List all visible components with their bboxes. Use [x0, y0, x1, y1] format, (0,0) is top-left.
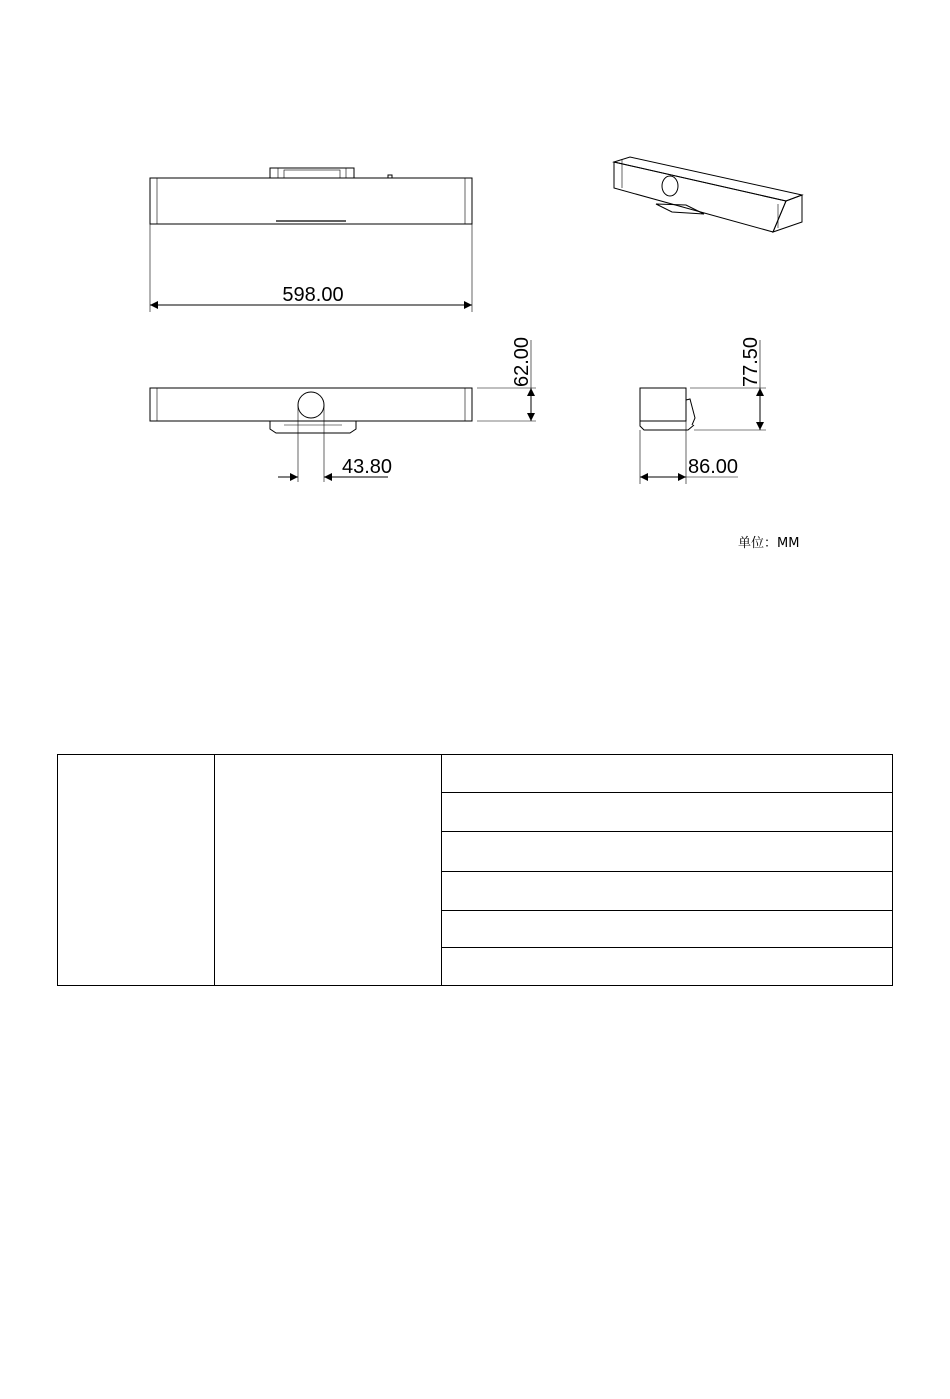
isometric-lens — [662, 176, 678, 196]
depth-dimension-label: 86.00 — [688, 456, 739, 478]
top-view-bracket — [270, 168, 354, 178]
dimension-drawing — [0, 0, 950, 600]
table-cell — [442, 832, 893, 872]
front-view-lens — [298, 392, 324, 418]
table-cell — [442, 755, 893, 793]
table-cell — [58, 755, 215, 986]
table-cell — [442, 947, 893, 985]
table-cell — [442, 910, 893, 947]
width-dimension-label: 598.00 — [282, 284, 344, 306]
table-cell — [215, 755, 442, 986]
unit-label: 单位：MM — [738, 536, 800, 551]
front-view-body — [150, 388, 472, 421]
top-view-body — [150, 178, 472, 224]
spec-table — [57, 754, 893, 986]
lens-dimension-label: 43.80 — [342, 456, 393, 478]
table-row — [58, 755, 893, 793]
side-view-body — [640, 388, 686, 421]
table-cell — [442, 793, 893, 832]
isometric-view — [614, 157, 802, 232]
table-cell — [442, 872, 893, 910]
height-dimension-label: 62.00 — [511, 336, 533, 387]
total-height-dimension-label: 77.50 — [740, 336, 762, 387]
